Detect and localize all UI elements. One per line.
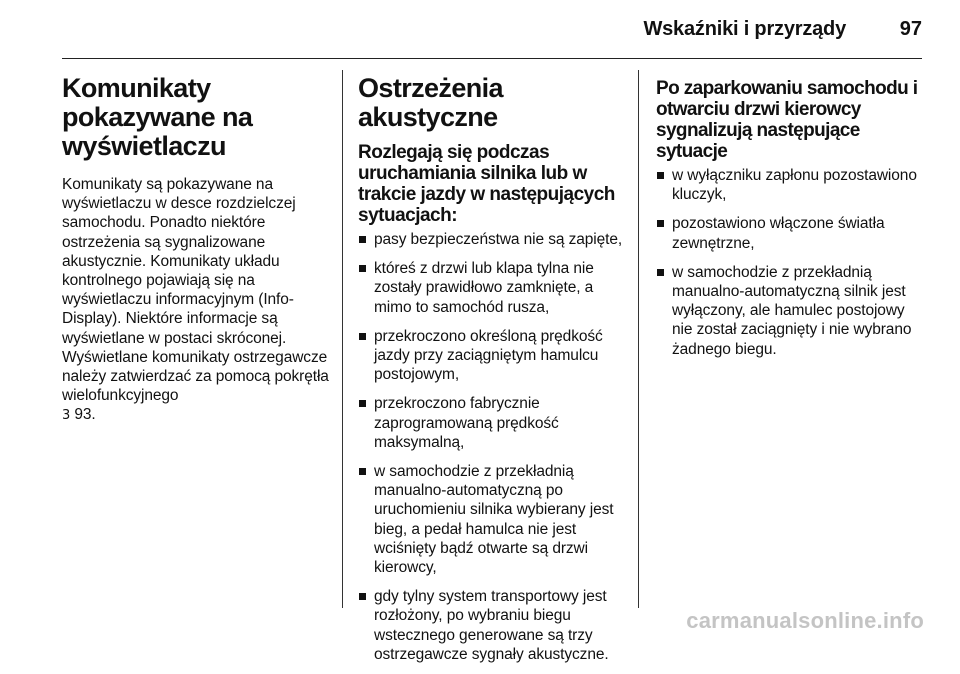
- list-item: przekroczono określoną prędkość jazdy przy zaciągniętym hamulcu postojowym,: [358, 327, 626, 385]
- column-1: [62, 70, 332, 426]
- list-item: przekroczono fabrycznie zaprogramowaną prędkość maksymalną,: [358, 394, 626, 452]
- list-item: pasy bezpieczeństwa nie są zapięte,: [358, 230, 626, 249]
- section-title: Wskaźniki i przyrządy: [643, 18, 846, 40]
- header-divider: [62, 58, 922, 59]
- bullet-square-icon: [359, 400, 366, 407]
- subheading-engine-start: Rozlegają się podczas uruchamiania silnika lub w trakcie jazdy w następujących sytuacjach:: [358, 142, 615, 226]
- bullet-square-icon: [657, 172, 664, 179]
- cross-reference-icon: 3: [62, 408, 71, 424]
- paragraph-display-messages: [62, 175, 332, 426]
- subheading-after-parking: Po zaparkowaniu samochodu i otwarciu drzwi kierowcy sygnalizują następujące sytuacje: [656, 78, 918, 162]
- bullet-square-icon: [359, 593, 366, 600]
- bullet-square-icon: [657, 220, 664, 227]
- cross-reference-link[interactable]: 93.: [74, 406, 96, 424]
- bullet-square-icon: [657, 269, 664, 276]
- column-2: [358, 70, 626, 674]
- list-item: pozostawiono włączone światła zewnętrzne,: [656, 214, 924, 252]
- bullet-square-icon: [359, 265, 366, 272]
- list-item: któreś z drzwi lub klapa tylna nie zostały prawidłowo zamknięte, a mimo to samochód rusza,: [358, 259, 626, 317]
- heading-acoustic-warnings: Ostrzeżenia akustyczne: [358, 73, 503, 132]
- bullet-square-icon: [359, 333, 366, 340]
- list-item: w samochodzie z przekładnią manualno-automatyczną po uruchomieniu silnika wybierany jest bieg, a pedał hamulca nie jest wciśnięty bądź otwarte są drzwi kierowcy,: [358, 462, 626, 577]
- column-3: [656, 70, 924, 369]
- bullet-square-icon: [359, 468, 366, 475]
- paragraph-text: Komunikaty są pokazywane na wyświetlaczu w desce rozdzielczej samochodu. Ponadto niektóre ostrzeżenia są sygnalizowane akustycznie. Komunikaty układu kontrolnego pojawiają się na wyświetlaczu informacyjnym (Info-Display). Niektóre informacje są wyświetlane w postaci skróconej. Wyświetlane komunikaty ostrzegawcze należy zatwierdzać za pomocą pokrętła wielofunkcyjnego: [62, 176, 329, 405]
- bullet-square-icon: [359, 236, 366, 243]
- page-number: 97: [899, 18, 922, 40]
- watermark: carmanualsonline.info: [686, 608, 924, 633]
- column-divider-1: [342, 70, 343, 608]
- list-item: w wyłączniku zapłonu pozostawiono kluczyk,: [656, 166, 924, 204]
- column-divider-2: [638, 70, 639, 608]
- list-item: gdy tylny system transportowy jest rozłożony, po wybraniu biegu wstecznego generowane są trzy ostrzegawcze sygnały akustyczne.: [358, 587, 626, 664]
- heading-display-messages: Komunikaty pokazywane na wyświetlaczu: [62, 73, 253, 161]
- list-item: w samochodzie z przekładnią manualno-automatyczną silnik jest wyłączony, ale hamulec postojowy nie został zaciągnięty i nie wybrano żadnego biegu.: [656, 263, 924, 359]
- warning-list-driving: [358, 230, 626, 664]
- warning-list-parked: [656, 166, 924, 359]
